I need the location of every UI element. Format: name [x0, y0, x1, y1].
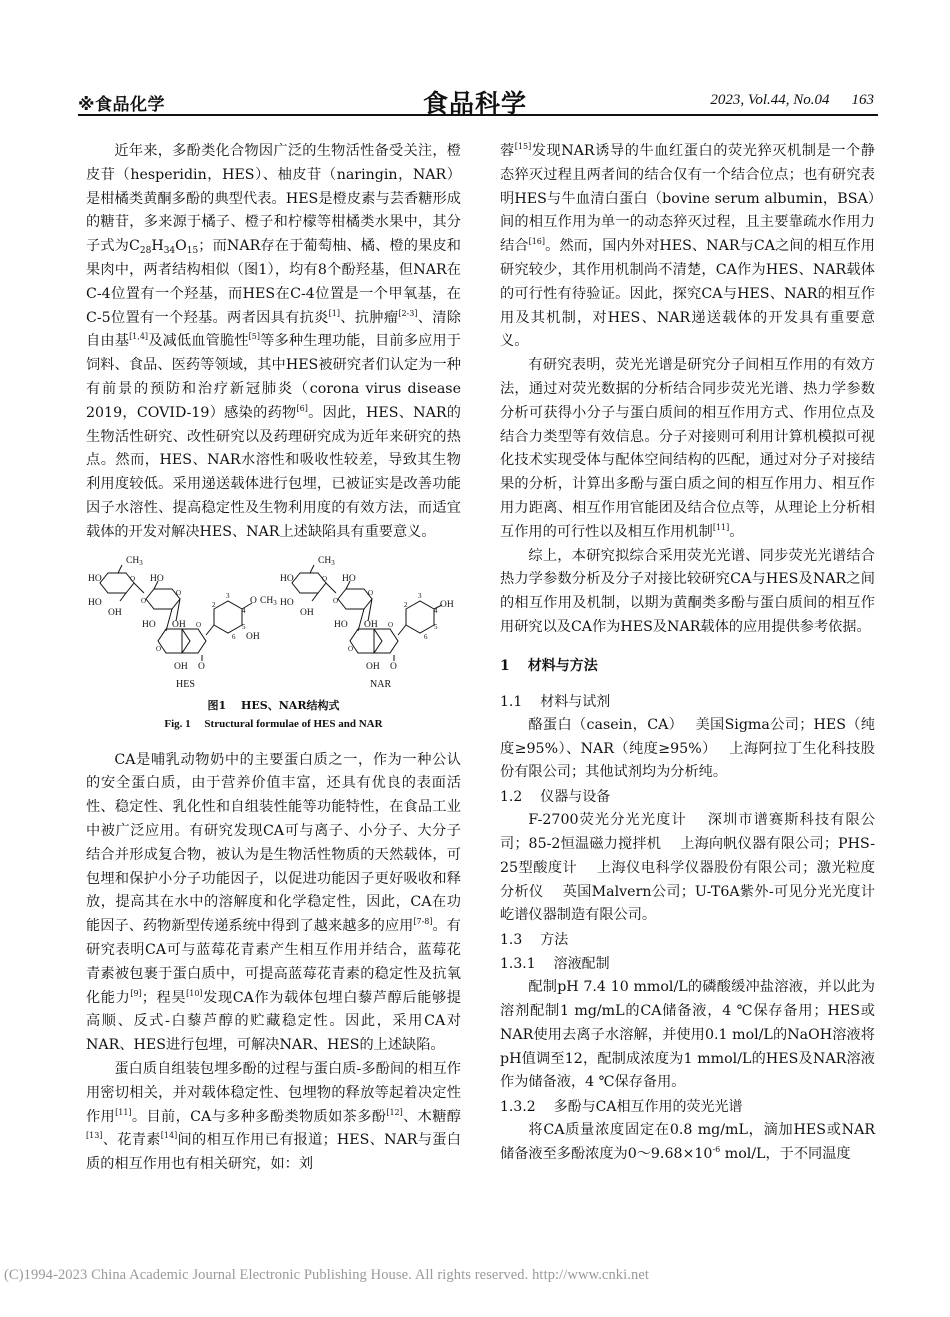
svg-text:OH: OH	[246, 631, 260, 642]
svg-text:CH3: $CH_3$	[318, 555, 335, 567]
svg-text:O: O	[250, 595, 257, 606]
svg-text:HO: HO	[88, 597, 102, 608]
left-column	[86, 140, 461, 1177]
page-header	[78, 88, 878, 122]
svg-text:O: O	[390, 661, 397, 672]
section-1-1-heading: 1.1 材料与试剂	[500, 693, 611, 710]
hes-label: HES	[176, 678, 195, 690]
svg-text:4: 4	[434, 606, 438, 615]
svg-text:HO: HO	[334, 619, 348, 630]
svg-text:HO: HO	[280, 573, 294, 584]
svg-text:O: O	[156, 644, 162, 653]
structure-figure	[86, 551, 461, 751]
svg-text:O: O	[333, 596, 339, 605]
instruments-paragraph: F-2700荧光分光光度计 深圳市谱赛斯科技有限公司；85-2恒温磁力搅拌机 上海向帆仪器有限公司；PHS-25型酸度计 上海仪电科学仪器股份有限公司；激光粒度分析仪 英国Malvern公司；U-T6A紫外-可见分光光度计 屹谱仪器制造有限公司。	[500, 812, 894, 924]
svg-text:6: 6	[232, 632, 236, 641]
issue-info	[710, 92, 874, 109]
svg-text:2: 2	[212, 600, 216, 609]
figure-caption-en: Fig. 1 Structural formulae of HES and NAR	[164, 717, 383, 730]
svg-text:O: O	[322, 574, 328, 583]
svg-text:6: 6	[424, 632, 428, 641]
svg-text:3: 3	[418, 591, 422, 600]
svg-text:OH: OH	[108, 607, 122, 618]
svg-text:OH: OH	[440, 599, 454, 610]
copyright-footer: (C)1994-2023 China Academic Journal Electronic Publishing House. All rights reserved. http://www.cnki.net	[4, 1267, 650, 1283]
nar-structure	[280, 556, 454, 690]
svg-text:2: 2	[404, 600, 408, 609]
svg-text:O: O	[176, 588, 182, 597]
intro-paragraph-3: 蛋白质自组装包埋多酚的过程与蛋白质-多酚间的相互作用密切相关，并对载体稳定性、包埋物的释放等起着决定性作用[11]。目前，CA与多种多酚类物质如茶多酚[12]、木糖醇[13]、花青素[14]间的相互作用已有报道；HES、NAR与蛋白质的相互作用也有相关研究，如：刘	[86, 1060, 461, 1173]
svg-text:OH: OH	[174, 661, 188, 672]
structure-diagram	[86, 551, 461, 691]
svg-text:HO: HO	[142, 619, 156, 630]
section-1-3-2-heading: 1.3.2 多酚与CA相互作用的荧光光谱	[500, 1099, 743, 1116]
intro-paragraph-4: 有研究表明，荧光光谱是研究分子间相互作用的有效方法，通过对荧光数据的分析结合同步荧光光谱、热力学参数分析可获得小分子与蛋白质间的相互作用方式、作用位点及结合力类型等有效信息。分子对接则可利用计算机模拟可视化技术实现受体与配体空间结构的匹配，通过对分子对接结果的分析，计算出多酚与蛋白质之间的相互作用力、相互作用力距离、相互作用官能团及结合位点等，从理论上分析相互作用的可行性以及相互作用机制[11]。	[500, 357, 875, 540]
svg-text:5: 5	[242, 622, 246, 631]
header-rule	[78, 114, 878, 116]
issue: 2023, Vol.44, No.04	[710, 92, 830, 108]
section-1-3-1-heading: 1.3.1 溶液配制	[500, 956, 610, 973]
svg-text:O: O	[368, 588, 374, 597]
svg-text:HO: HO	[150, 573, 164, 584]
intro-paragraph-5: 综上，本研究拟综合采用荧光光谱、同步荧光光谱结合热力学参数分析及分子对接比较研究CA与HES及NAR之间的相互作用及机制，以期为黄酮类多酚与蛋白质间的相互作用研究以及CA作为HES及NAR载体的应用提供参考依据。	[500, 547, 875, 635]
svg-text:OH: OH	[364, 619, 378, 630]
hes-ch3-label: $CH_3$	[126, 555, 143, 567]
intro-paragraph-1: 近年来，多酚类化合物因广泛的生物活性备受关注，橙皮苷（hesperidin，HES）、柚皮苷（naringin，NAR）是柑橘类黄酮多酚的典型代表。HES是橙皮素与芸香糖形成的糖苷，多来源于橘子、橙子和柠檬等柑橘类水果中，其分子式为$C_{28}H_{34}O_{15}$；而NAR存在于葡萄柚、橘、橙的果皮和果肉中，两者结构相似（图1），均有8个酚羟基，但NAR在C-4位置有一个羟基，而HES在C-4位置是一个甲氧基，在C-5位置有一个羟基。两者因具有抗炎[1]、抗肿瘤[2-3]、清除自由基[1,4]及减低血管脆性[5]等多种生理功能，目前多应用于饲料、食品、医药等领域，其中HES被研究者们认定为一种有前景的预防和治疗新冠肺炎（corona virus disease 2019，COVID-19）感染的药物[6]。因此，HES、NAR的生物活性研究、改性研究以及药理研究成为近年来研究的热点。然而，HES、NAR水溶性和吸收性较差，导致其生物利用度较低。采用递送载体进行包埋，已被证实是改善功能因子水溶性、提高稳定性及生物利用度的有效方法，而适宜载体的开发对解决HES、NAR上述缺陷具有重要意义。	[86, 143, 461, 540]
nar-label: NAR	[370, 678, 392, 690]
page-number: 163	[851, 92, 874, 108]
svg-text:5: 5	[434, 622, 438, 631]
journal-name: 食品科学	[423, 89, 528, 118]
section-label: ※食品化学	[78, 95, 166, 115]
svg-text:CH3: $CH_3$	[260, 595, 277, 607]
svg-text:O: O	[130, 574, 136, 583]
right-column	[500, 140, 894, 1167]
intro-paragraph-3-cont: 蓉[15]发现NAR诱导的牛血红蛋白的荧光猝灭机制是一个静态猝灭过程且两者间的结合仅有一个结合位点；也有研究表明HES与牛血清白蛋白（bovine serum albumin，BSA）间的相互作用为单一的动态猝灭过程，且主要靠疏水作用力结合[16]。然而，国内外对HES、NAR与CA之间的相互作用研究较少，其作用机制尚不清楚，CA作为HES、NAR载体的可行性有待验证。因此，探究CA与HES、NAR的相互作用及其机制，对HES、NAR递送载体的开发具有重要意义。	[500, 142, 875, 350]
svg-text:HO: HO	[88, 573, 102, 584]
svg-text:O: O	[388, 620, 394, 629]
svg-text:O: O	[198, 661, 205, 672]
svg-text:4: 4	[242, 606, 246, 615]
svg-text:O: O	[196, 620, 202, 629]
materials-paragraph: 酪蛋白（casein，CA） 美国Sigma公司；HES（纯度≥95%）、NAR（纯度≥95%） 上海阿拉丁生化科技股份有限公司；其他试剂均为分析纯。	[500, 716, 875, 781]
svg-text:OH: OH	[172, 619, 186, 630]
intro-paragraph-2: CA是哺乳动物奶中的主要蛋白质之一，作为一种公认的安全蛋白质，由于营养价值丰富，还具有优良的表面活性、稳定性、乳化性和自组装性能等功能特性，在食品工业中被广泛应用。有研究发现CA可与离子、小分子、大分子结合并形成复合物，被认为是生物活性物质的天然载体，可包埋和保护小分子功能因子，以促进功能因子更好吸收和释放，提高其在水中的溶解度和化学稳定性，因此，CA在功能因子、药物新型传递系统中得到了越来越多的应用[7-8]。有研究表明CA可与蓝莓花青素产生相互作用并结合，蓝莓花青素被包裹于蛋白质中，可提高蓝莓花青素的稳定性及抗氧化能力[9]；程昊[10]发现CA作为载体包埋白藜芦醇后能够提高顺、反式-白藜芦醇的贮藏稳定性。因此，采用CA对NAR、HES进行包埋，可解决NAR、HES的上述缺陷。	[86, 751, 461, 1054]
section-1-2-heading: 1.2 仪器与设备	[500, 789, 611, 806]
section-1-heading: 1 材料与方法	[500, 657, 598, 674]
svg-text:O: O	[141, 596, 147, 605]
hes-structure	[88, 556, 277, 690]
fluorescence-paragraph: 将CA质量浓度固定在0.8 mg/mL，滴加HES或NAR储备液至多酚浓度为$0\sim 9.68\times 10^{-6}$ mol/L，于不同温度	[500, 1122, 875, 1162]
section-1-3-heading: 1.3 方法	[500, 932, 569, 949]
svg-text:OH: OH	[300, 607, 314, 618]
svg-text:HO: HO	[280, 597, 294, 608]
svg-text:HO: HO	[342, 573, 356, 584]
svg-text:3: 3	[226, 591, 230, 600]
solution-paragraph: 配制pH 7.4 10 mmol/L的磷酸缓冲盐溶液，并以此为溶剂配制1 mg/mL的CA储备液，4 ℃保存备用；HES或NAR使用去离子水溶解，并使用0.1 mol/L的NaOH溶液将pH值调至12，配制成浓度为1 mmol/L的HES及NAR溶液作为储备液，4 ℃保存备用。	[500, 979, 875, 1091]
svg-text:O: O	[348, 644, 354, 653]
figure-caption-cn: 图1 HES、NAR结构式	[207, 698, 340, 712]
svg-text:OH: OH	[366, 661, 380, 672]
